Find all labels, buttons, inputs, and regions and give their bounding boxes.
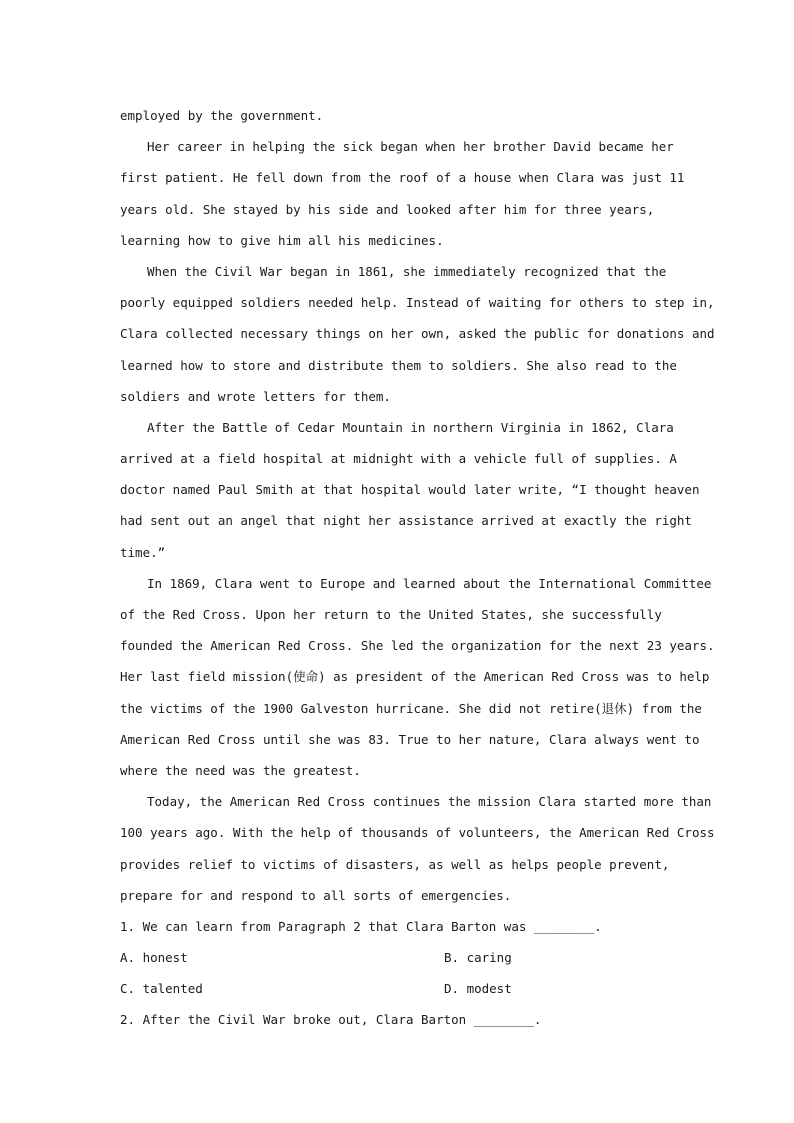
passage-line: arrived at a field hospital at midnight with a vehicle full of supplies. A (120, 451, 677, 467)
passage-line: where the need was the greatest. (120, 762, 361, 778)
passage-line: years old. She stayed by his side and looked after him for three years, (120, 201, 655, 217)
passage-line: learning how to give him all his medicines. (120, 232, 444, 248)
question-1-option-c: C. talented (120, 981, 203, 997)
passage-line: American Red Cross until she was 83. True to her nature, Clara always went to (120, 731, 700, 747)
passage-line: soldiers and wrote letters for them. (120, 388, 391, 404)
passage-line: Today, the American Red Cross continues the mission Clara started more than (147, 794, 712, 810)
passage-line: Her last field mission(使命) as president of the American Red Cross was to help (120, 669, 710, 685)
passage-line: founded the American Red Cross. She led the organization for the next 23 years. (120, 638, 715, 654)
question-1-option-d: D. modest (444, 981, 512, 997)
passage-line: When the Civil War began in 1861, she immediately recognized that the (147, 263, 667, 279)
question-1-option-b: B. caring (444, 950, 512, 966)
question-1-option-a: A. honest (120, 950, 188, 966)
passage-line: learned how to store and distribute them to soldiers. She also read to the (120, 357, 677, 373)
passage-line: first patient. He fell down from the roof of a house when Clara was just 11 (120, 170, 685, 186)
passage-line: In 1869, Clara went to Europe and learned about the International Committee (147, 575, 712, 591)
passage-line: Her career in helping the sick began when her brother David became her (147, 139, 674, 155)
passage-line: had sent out an angel that night her assistance arrived at exactly the right (120, 513, 692, 529)
question-1-stem: 1. We can learn from Paragraph 2 that Clara Barton was ________. (120, 918, 602, 934)
question-1-options-row-1 (120, 942, 680, 973)
passage-line: prepare for and respond to all sorts of emergencies. (120, 887, 512, 903)
passage-line: Clara collected necessary things on her own, asked the public for donations and (120, 326, 715, 342)
passage-text (120, 100, 715, 1036)
passage-line: poorly equipped soldiers needed help. Instead of waiting for others to step in, (120, 295, 715, 311)
passage-line: 100 years ago. With the help of thousands of volunteers, the American Red Cross (120, 825, 715, 841)
question-1-options-row-2 (120, 973, 680, 1004)
passage-line: time.” (120, 544, 166, 560)
passage-line: provides relief to victims of disasters, as well as helps people prevent, (120, 856, 670, 872)
passage-line: doctor named Paul Smith at that hospital would later write, “I thought heaven (120, 482, 700, 498)
passage-line: employed by the government. (120, 108, 324, 123)
passage-line: the victims of the 1900 Galveston hurricane. She did not retire(退休) from the (120, 700, 702, 716)
passage-line: After the Battle of Cedar Mountain in northern Virginia in 1862, Clara (147, 419, 674, 435)
passage-line: of the Red Cross. Upon her return to the United States, she successfully (120, 607, 662, 622)
question-2-stem: 2. After the Civil War broke out, Clara Barton ________. (120, 1012, 542, 1028)
